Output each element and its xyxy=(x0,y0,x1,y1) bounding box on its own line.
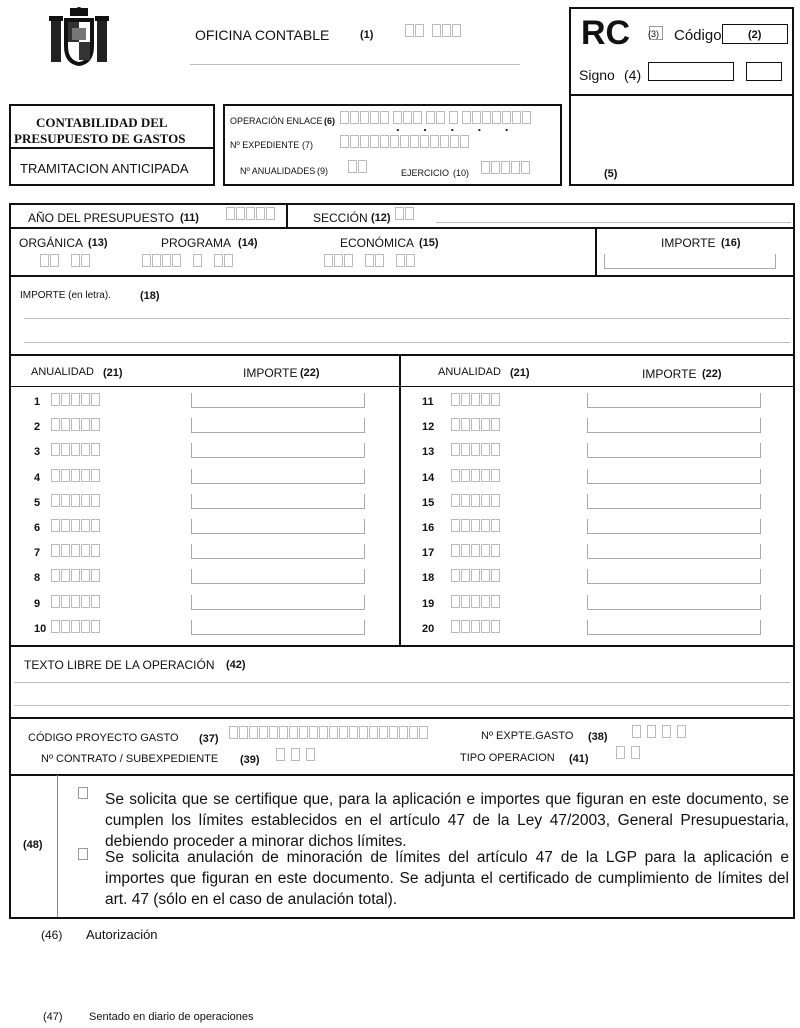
ejercicio-label: EJERCICIO xyxy=(401,168,450,178)
expte-label: Nº EXPTE.GASTO xyxy=(481,730,574,742)
annuity-year-cells[interactable] xyxy=(451,595,501,608)
importe-left-label: IMPORTE xyxy=(243,366,298,380)
annuity-year-cells[interactable] xyxy=(51,418,101,431)
anio-divider xyxy=(286,204,288,228)
annuity-year-cells[interactable] xyxy=(451,443,501,456)
annuity-row-number: 1 xyxy=(34,396,41,408)
cert-option1-text: Se solicita que se certifique que, para la aplicación e importes que figuran en este documento, se cumplen los límites establecidos en el artículo 47 de la Ley 47/2003, General Presupuestaria, debiendo proceder a minorar dichos límites. xyxy=(105,791,789,850)
seccion-num: (12) xyxy=(371,212,391,224)
programa-cells[interactable] xyxy=(142,254,234,267)
annuity-amount-field[interactable] xyxy=(191,595,365,610)
row2-divider xyxy=(10,275,794,277)
annuity-amount-field[interactable] xyxy=(191,494,365,509)
tipo-num: (41) xyxy=(569,753,589,765)
annuity-row-number: 7 xyxy=(34,547,41,560)
annuity-year-cells[interactable] xyxy=(51,544,101,557)
expediente-label: Nº EXPEDIENTE xyxy=(230,140,300,150)
oficina-label: OFICINA CONTABLE xyxy=(195,27,330,43)
importe-letra-label: IMPORTE (en letra). xyxy=(20,290,111,301)
oficina-line xyxy=(190,64,520,65)
annuity-amount-field[interactable] xyxy=(191,469,365,484)
annuity-amount-field[interactable] xyxy=(191,393,365,408)
anualidades-num: (9) xyxy=(317,166,328,176)
annuity-row-number: 4 xyxy=(34,471,41,484)
tipo-label: TIPO OPERACION xyxy=(460,752,555,764)
codigo-proyecto-label: CÓDIGO PROYECTO GASTO xyxy=(28,732,179,744)
annuity-row-number: 16 xyxy=(422,522,435,534)
annuity-amount-field[interactable] xyxy=(587,494,761,509)
title-line2: PRESUPUESTO DE GASTOS xyxy=(14,131,186,146)
annuity-row-number: 13 xyxy=(422,446,435,459)
cert-option2-text: Se solicita anulación de minoración de límites del artículo 47 de la LGP para la aplicación e importes que figuran en este documento. Se adjunta el certificado de cumplimiento de límites del art. 47 (sólo en el caso de anulación total). xyxy=(105,849,789,908)
tipo-cells[interactable] xyxy=(616,746,641,759)
sentado-num: (47) xyxy=(43,1011,63,1023)
contrato-num: (39) xyxy=(240,754,260,766)
anualidades-label: Nº ANUALIDADES xyxy=(240,166,316,176)
annuity-row-number: 12 xyxy=(422,421,435,434)
texto-line2[interactable] xyxy=(14,705,790,706)
annuity-amount-field[interactable] xyxy=(587,393,761,408)
signo-field-1[interactable] xyxy=(648,62,734,81)
annuity-year-cells[interactable] xyxy=(51,595,101,608)
annuity-amount-field[interactable] xyxy=(191,620,365,635)
field-5-num: (5) xyxy=(604,168,618,180)
seccion-line xyxy=(436,222,791,223)
annuity-row-number: 6 xyxy=(34,522,41,534)
annuity-amount-field[interactable] xyxy=(191,544,365,559)
oficina-num: (1) xyxy=(360,29,374,41)
anio-label: AÑO DEL PRESUPUESTO xyxy=(28,211,175,225)
organica-num: (13) xyxy=(88,237,108,249)
texto-label: TEXTO LIBRE DE LA OPERACIÓN xyxy=(24,658,215,672)
organica-cells[interactable] xyxy=(40,254,91,267)
annuity-row-number: 8 xyxy=(34,572,41,585)
annuity-row-number: 20 xyxy=(422,622,435,635)
annuity-amount-field[interactable] xyxy=(587,595,761,610)
enlace-dots: . . . . . xyxy=(396,119,519,134)
autorizacion-label: Autorización xyxy=(86,927,158,942)
anualidad-left-label: ANUALIDAD xyxy=(31,366,94,378)
expediente-num: (7) xyxy=(302,140,313,150)
expte-num: (38) xyxy=(588,731,608,743)
programa-num: (14) xyxy=(238,237,258,249)
row1-divider xyxy=(10,227,794,229)
coat-of-arms-logo xyxy=(46,6,112,68)
contrato-cells[interactable] xyxy=(276,748,316,761)
importe-letra-line2[interactable] xyxy=(24,342,790,343)
annuity-year-cells[interactable] xyxy=(51,469,101,482)
annuity-row-number: 14 xyxy=(422,471,435,484)
expte-cells[interactable] xyxy=(632,725,687,738)
annuity-amount-field[interactable] xyxy=(587,469,761,484)
economica-label: ECONÓMICA xyxy=(340,236,415,250)
annuity-year-cells[interactable] xyxy=(451,544,501,557)
annuity-row-number: 19 xyxy=(422,597,435,610)
annuity-year-cells[interactable] xyxy=(451,418,501,431)
row6-divider xyxy=(10,774,794,776)
importe-field[interactable] xyxy=(604,254,776,269)
rc-num: (3) xyxy=(648,29,659,39)
programa-label: PROGRAMA xyxy=(161,236,232,250)
annuity-row-number: 17 xyxy=(422,547,435,560)
rc-label: RC xyxy=(581,14,631,52)
texto-line1[interactable] xyxy=(14,682,790,683)
economica-num: (15) xyxy=(419,237,439,249)
annuity-amount-field[interactable] xyxy=(587,418,761,433)
annuity-year-cells[interactable] xyxy=(451,620,501,633)
title-line1: CONTABILIDAD DEL xyxy=(36,115,168,130)
anio-cells[interactable] xyxy=(226,207,276,220)
codigo-proyecto-num: (37) xyxy=(199,733,219,745)
annuity-year-cells[interactable] xyxy=(51,620,101,633)
annuity-row-number: 11 xyxy=(422,396,434,408)
cert-num: (48) xyxy=(23,839,43,851)
row5-divider xyxy=(10,717,794,719)
title-divider xyxy=(10,147,214,149)
signo-field-2[interactable] xyxy=(746,62,782,81)
annuity-row-number: 2 xyxy=(34,421,41,434)
enlace-num: (6) xyxy=(324,116,335,126)
importe-letra-line1[interactable] xyxy=(24,318,790,319)
importe-label: IMPORTE xyxy=(661,236,716,250)
annuity-row-number: 5 xyxy=(34,496,41,509)
sentado-label: Sentado en diario de operaciones xyxy=(89,1011,254,1023)
annuity-year-cells[interactable] xyxy=(451,469,501,482)
importe-divider xyxy=(595,228,597,276)
codigo-label: Código xyxy=(674,27,722,44)
row4-divider xyxy=(10,645,794,647)
annuity-row-number: 18 xyxy=(422,572,435,585)
annuity-amount-field[interactable] xyxy=(587,569,761,584)
oficina-cells[interactable] xyxy=(405,24,462,37)
annuity-row-number: 3 xyxy=(34,446,41,459)
cert-option2-checkbox[interactable] xyxy=(78,848,88,860)
ejercicio-num: (10) xyxy=(453,168,470,178)
autorizacion-num: (46) xyxy=(41,928,63,942)
seccion-label: SECCIÓN xyxy=(313,211,368,225)
cert-option1-checkbox[interactable] xyxy=(78,787,88,799)
expediente-cells[interactable] xyxy=(340,135,470,148)
annuity-amount-field[interactable] xyxy=(191,569,365,584)
importe-letra-num: (18) xyxy=(140,290,160,302)
anualidad-right-num: (21) xyxy=(510,367,530,379)
annuity-amount-field[interactable] xyxy=(587,519,761,534)
cert-divider xyxy=(57,775,58,917)
annuity-year-cells[interactable] xyxy=(51,393,101,406)
texto-num: (42) xyxy=(226,659,246,671)
importe-left-num: (22) xyxy=(300,367,320,379)
economica-cells[interactable] xyxy=(324,254,416,267)
annuity-year-cells[interactable] xyxy=(451,494,501,507)
signo-label: Signo xyxy=(579,67,615,83)
annuity-amount-field[interactable] xyxy=(191,443,365,458)
annuity-year-cells[interactable] xyxy=(451,569,501,582)
annuity-amount-field[interactable] xyxy=(191,519,365,534)
importe-right-num: (22) xyxy=(702,368,722,380)
codigo-proyecto-cells[interactable] xyxy=(229,726,429,739)
rc-divider xyxy=(570,94,793,96)
annuities-divider xyxy=(399,355,401,645)
annuity-amount-field[interactable] xyxy=(587,620,761,635)
organica-label: ORGÁNICA xyxy=(19,236,84,250)
ejercicio-cells[interactable] xyxy=(481,161,531,174)
annuity-row-number: 9 xyxy=(34,597,41,610)
annuities-header-divider xyxy=(10,386,794,387)
anio-num: (11) xyxy=(180,212,199,224)
row3-divider xyxy=(10,354,794,356)
annuity-amount-field[interactable] xyxy=(587,443,761,458)
anualidad-left-num: (21) xyxy=(103,367,123,379)
enlace-label: OPERACIÓN ENLACE xyxy=(230,116,323,126)
annuity-amount-field[interactable] xyxy=(191,418,365,433)
annuity-year-cells[interactable] xyxy=(451,393,501,406)
annuity-row-number: 15 xyxy=(422,496,435,509)
annuity-amount-field[interactable] xyxy=(587,544,761,559)
anualidades-cells[interactable] xyxy=(348,160,368,173)
annuity-year-cells[interactable] xyxy=(51,519,101,532)
annuity-year-cells[interactable] xyxy=(51,443,101,456)
contrato-label: Nº CONTRATO / SUBEXPEDIENTE xyxy=(41,753,219,765)
importe-right-label: IMPORTE xyxy=(642,367,697,381)
annuity-row-number: 10 xyxy=(34,622,47,635)
annuity-year-cells[interactable] xyxy=(51,494,101,507)
codigo-num: (2) xyxy=(748,29,762,41)
importe-num: (16) xyxy=(721,237,741,249)
annuity-year-cells[interactable] xyxy=(451,519,501,532)
annuity-year-cells[interactable] xyxy=(51,569,101,582)
anualidad-right-label: ANUALIDAD xyxy=(438,366,501,378)
seccion-cells[interactable] xyxy=(395,207,415,220)
signo-num: (4) xyxy=(624,67,642,83)
title-subtitle: TRAMITACION ANTICIPADA xyxy=(20,161,189,176)
